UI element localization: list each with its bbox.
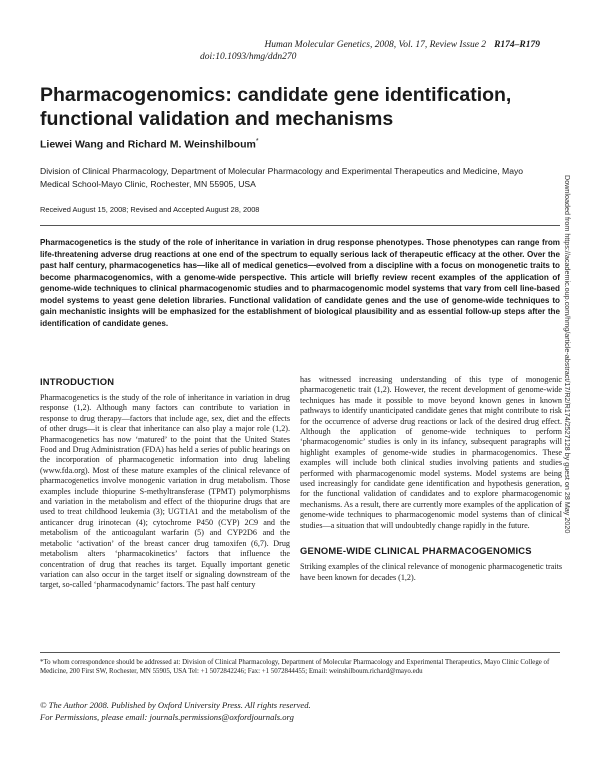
column-right (300, 375, 562, 583)
abstract: Pharmacogenetics is the study of the role of inheritance in variation in drug response phenotypes. Those phenotypes can range from life-threatening adverse drug reactions at one end of the spectrum to equally serious lack of therapeutic efficacy at the other. Over the past half century, pharmacogenetics has—like all of medical genetics—evolved from a discipline with a focus on monogenetic traits to become pharmacogenomics, with a genome-wide perspective. This article will briefly review recent examples of the application of genome-wide techniques to clinical pharmacogenomic studies and to pharmacogenomic model systems that vary from cell line-based model systems to yeast gene deletion libraries. Functional validation of candidate genes and the use of genome-wide techniques to gain mechanistic insights will be emphasized for the establishment of biological plausibility and as essential follow-up steps after the identification of candidate genes. (40, 238, 560, 328)
article-title: Pharmacogenomics: candidate gene identification, functional validation and mechanisms (40, 84, 512, 130)
page-range: R174–R179 (494, 40, 540, 50)
journal-citation: Human Molecular Genetics, 2008, Vol. 17, Review Issue 2 (264, 40, 487, 50)
authors (40, 138, 259, 151)
journal-header (200, 39, 540, 62)
intro-paragraph: Pharmacogenetics is the study of the role of inheritance in variation in drug response (1,2). Although many factors can contribute to variation in response to drug therapy—factors that include age, sex, diet and the effects of other drugs—it is clear that inheritance can also play a major role (1,2). Pharmacogenetics has now ‘matured’ to the point that the United States Food and Drug Administration (FDA) has held a series of public hearings on the incorporation of pharmacogenetic information into drug labeling (www.fda.org). Most of these mature examples of the clinical relevance of pharmacogenetics involve monogenic variation in drug metabolism. Those examples include thiopurine S-methyltransferase (TPMT) polymorphisms and variation in the metabolism and effect of the thiopurine drugs that are used to treat childhood leukemia (3); UGT1A1 and the metabolism of the anticancer drug irinotecan (4); cytochrome P450 (CYP) 2C9 and the metabolism of the anticoagulant warfarin (5) and CYP2D6 and the metabolic ‘activation’ of the breast cancer drug tamoxifen (6,7). Drug metabolism alters ‘pharmacokinetics’ factors that influence the concentration of drug that reaches its target. Equally important genetic variation can also occur in the target itself or signaling downstream of the target, so-called ‘pharmacodynamic’ factors. The past half century (40, 393, 290, 590)
permissions-line: For Permissions, please email: journals.permissions@oxfordjournals.org (40, 711, 294, 722)
doi: doi:10.1093/hmg/ddn270 (200, 52, 297, 62)
divider-top (40, 225, 560, 226)
download-watermark: Downloaded from https://academic.oup.com/hmg/article-abstract/17/R2/R174/2527128 by guest on 28 May 2020 (563, 175, 572, 534)
copyright-line: © The Author 2008. Published by Oxford University Press. All rights reserved. (40, 700, 311, 710)
divider-footnote (40, 652, 560, 653)
intro-paragraph-continued: has witnessed increasing understanding of this type of monogenic pharmacogenetic trait (1,2). However, the recent development of genome-wide techniques has made it possible to move beyond known genes in known pathways to identify unanticipated candidate genes that might contribute to risk for the occurrence of adverse drug reactions or lack of the desired drug effect. Although the application of genome-wide techniques to perform ‘pharmacogenomic’ studies is only in its infancy, subsequent paragraphs will highlight examples of genome-wide studies in pharmacogenomics. These examples will include both clinical studies involving patients and studies performed with pharmacogenomic model systems. Model systems are being used increasingly for candidate gene identification and hypothesis generation, for the functional validation of candidates and to explore pharmacogenomic mechanisms. As a result, there are currently more examples of the application of genome-wide techniques to pharmacogenomic model systems than of clinical studies—a situation that will undoubtedly change rapidly in the future. (300, 375, 562, 530)
section2-paragraph: Striking examples of the clinical relevance of monogenic pharmacogenetic traits have been known for decades (1,2). (300, 562, 562, 582)
author-names: Liewei Wang and Richard M. Weinshilboum (40, 138, 256, 151)
section-heading-genome-wide: GENOME-WIDE CLINICAL PHARMACOGENOMICS (300, 545, 532, 557)
column-left (40, 376, 290, 591)
correspondence-footnote: *To whom correspondence should be addressed at: Division of Clinical Pharmacology, Department of Molecular Pharmacology and Experimental Therapeutics, Mayo Clinic College of Medicine, 200 First SW, Rochester, MN 55905, USA Tel: +1 5072842246; Fax: +1 5072844455; Email: weinshilboum.richard@mayo.edu (40, 659, 550, 675)
affiliation: Division of Clinical Pharmacology, Department of Molecular Pharmacology and Experimental Therapeutics and Medicine, Mayo Medical School-Mayo Clinic, Rochester, MN 55905, USA (40, 166, 524, 189)
section-heading-introduction: INTRODUCTION (40, 376, 115, 387)
received-dates: Received August 15, 2008; Revised and Accepted August 28, 2008 (40, 205, 260, 214)
copyright-notice (40, 700, 560, 723)
correspondence-mark: * (255, 138, 259, 145)
